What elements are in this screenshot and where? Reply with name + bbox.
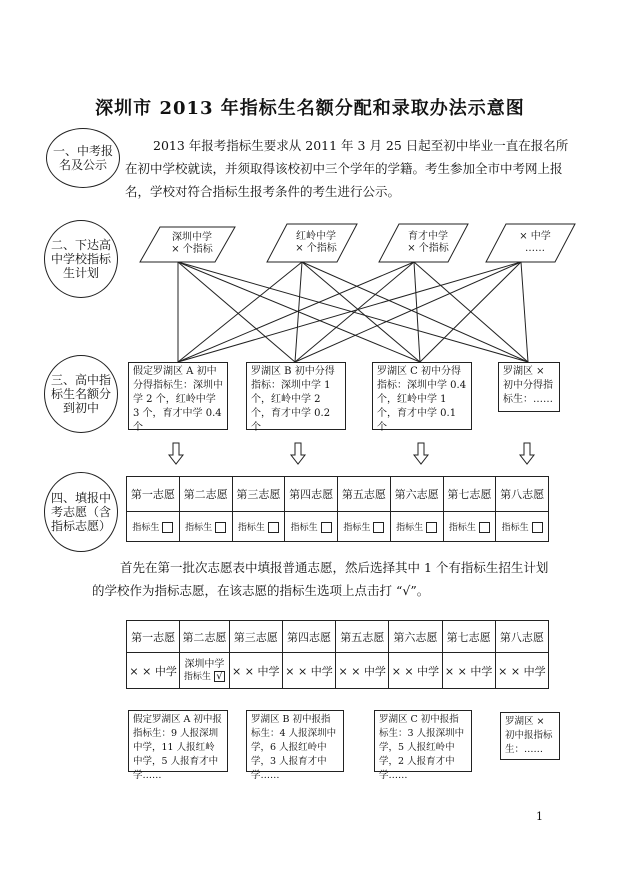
applicant-box-a: 假定罗湖区 A 初中报指标生：9 人报深圳中学，11 人报红岭中学，5 人报育才中学…… xyxy=(128,710,228,772)
example-choice-4: × × 中学 xyxy=(282,653,335,689)
checkbox-icon xyxy=(215,522,226,533)
applicant-box-x: 罗湖区 × 初中报指标生：…… xyxy=(500,712,560,760)
example-choice-8: × × 中学 xyxy=(495,653,548,689)
applicant-box-b: 罗湖区 B 初中报指标生：4 人报深圳中学，6 人报红岭中学，3 人报育才中学…… xyxy=(246,710,344,772)
quota-box-a: 假定罗湖区 A 初中分得指标生：深圳中学 2 个，红岭中学 3 个，育才中学 0.4 个 xyxy=(128,362,228,430)
quota-option-1[interactable]: 指标生 xyxy=(127,512,180,542)
checkbox-icon xyxy=(162,522,173,533)
stage-2-oval: 二、下达高中学校指标生计划 xyxy=(44,220,118,298)
wish-header-1: 第一志愿 xyxy=(127,477,180,512)
school-label-4: × 中学 …… xyxy=(519,231,551,254)
stage-1-description xyxy=(125,134,577,203)
example-choice-1: × × 中学 xyxy=(127,653,180,689)
applicant-box-c: 罗湖区 C 初中报指标生：3 人报深圳中学，5 人报红岭中学，2 人报育才中学…… xyxy=(374,710,472,772)
checkbox-icon xyxy=(532,522,543,533)
page-title: 深圳市 2013 年指标生名额分配和录取办法示意图 xyxy=(95,98,525,119)
checkbox-icon xyxy=(321,522,332,533)
down-arrows xyxy=(169,443,534,464)
example-choice-5: × × 中学 xyxy=(336,653,389,689)
quota-box-b: 罗湖区 B 初中分得指标：深圳中学 1 个，红岭中学 2 个，育才中学 0.2 个 xyxy=(246,362,346,430)
wish-header-1: 第一志愿 xyxy=(127,621,180,653)
example-choice-7: × × 中学 xyxy=(442,653,495,689)
school-label-1: 深圳中学 × 个指标 xyxy=(171,232,213,255)
wish-header-4: 第四志愿 xyxy=(285,477,338,512)
quota-box-c: 罗湖区 C 初中分得指标：深圳中学 0.4 个，红岭中学 1 个，育才中学 0.1 个 xyxy=(372,362,472,430)
quota-option-2[interactable]: 指标生 xyxy=(179,512,232,542)
wish-header-2: 第二志愿 xyxy=(179,477,232,512)
wish-header-4: 第四志愿 xyxy=(282,621,335,653)
page-number: 1 xyxy=(536,810,543,823)
school-label-3: 育才中学 × 个指标 xyxy=(407,231,449,254)
wish-header-8: 第八志愿 xyxy=(496,477,549,512)
wish-header-6: 第六志愿 xyxy=(390,477,443,512)
instruction-text: 首先在第一批次志愿表中填报普通志愿，然后选择其中 1 个有指标生招生计划的学校作为指标志愿，在该志愿的指标生选项上点击打 “√”。 xyxy=(92,560,549,598)
quota-option-4[interactable]: 指标生 xyxy=(285,512,338,542)
wish-header-2: 第二志愿 xyxy=(180,621,229,653)
quota-box-x: 罗湖区 × 初中分得指标生：…… xyxy=(498,362,560,412)
wish-header-7: 第七志愿 xyxy=(443,477,496,512)
stage-1-text: 2013 年报考指标生要求从 2011 年 3 月 25 日起至初中毕业一直在报名所在初中学校就读，并须取得该校初中三个学年的学籍。考生参加全市中考网上报名，学校对符合指标生报考条件的考生进行公示。 xyxy=(125,138,569,199)
allocation-lines xyxy=(178,262,528,362)
wish-header-8: 第八志愿 xyxy=(495,621,548,653)
checkbox-icon xyxy=(426,522,437,533)
wish-header-7: 第七志愿 xyxy=(442,621,495,653)
quota-option-3[interactable]: 指标生 xyxy=(232,512,285,542)
example-choice-3: × × 中学 xyxy=(229,653,282,689)
wish-header-3: 第三志愿 xyxy=(229,621,282,653)
school-label-2: 红岭中学 × 个指标 xyxy=(295,231,337,254)
checkbox-icon xyxy=(373,522,384,533)
example-choice-6: × × 中学 xyxy=(389,653,442,689)
quota-option-6[interactable]: 指标生 xyxy=(390,512,443,542)
wish-header-5: 第五志愿 xyxy=(338,477,391,512)
wish-header-3: 第三志愿 xyxy=(232,477,285,512)
wish-table-example xyxy=(126,620,549,689)
quota-option-5[interactable]: 指标生 xyxy=(338,512,391,542)
stage-4-oval: 四、填报中考志愿（含指标志愿） xyxy=(44,472,118,552)
wish-header-5: 第五志愿 xyxy=(336,621,389,653)
stage-1-oval: 一、中考报名及公示 xyxy=(46,128,120,188)
quota-option-7[interactable]: 指标生 xyxy=(443,512,496,542)
checkmark-icon: √ xyxy=(214,671,225,682)
checkbox-icon xyxy=(268,522,279,533)
example-choice-2-school: 深圳中学 xyxy=(184,658,225,670)
stage-3-oval: 三、高中指标生名额分到初中 xyxy=(44,355,118,433)
quota-option-8[interactable]: 指标生 xyxy=(496,512,549,542)
wish-table-blank xyxy=(126,476,549,542)
example-choice-2[interactable]: 深圳中学 指标生 √ xyxy=(180,653,229,689)
checkbox-icon xyxy=(479,522,490,533)
wish-header-6: 第六志愿 xyxy=(389,621,442,653)
